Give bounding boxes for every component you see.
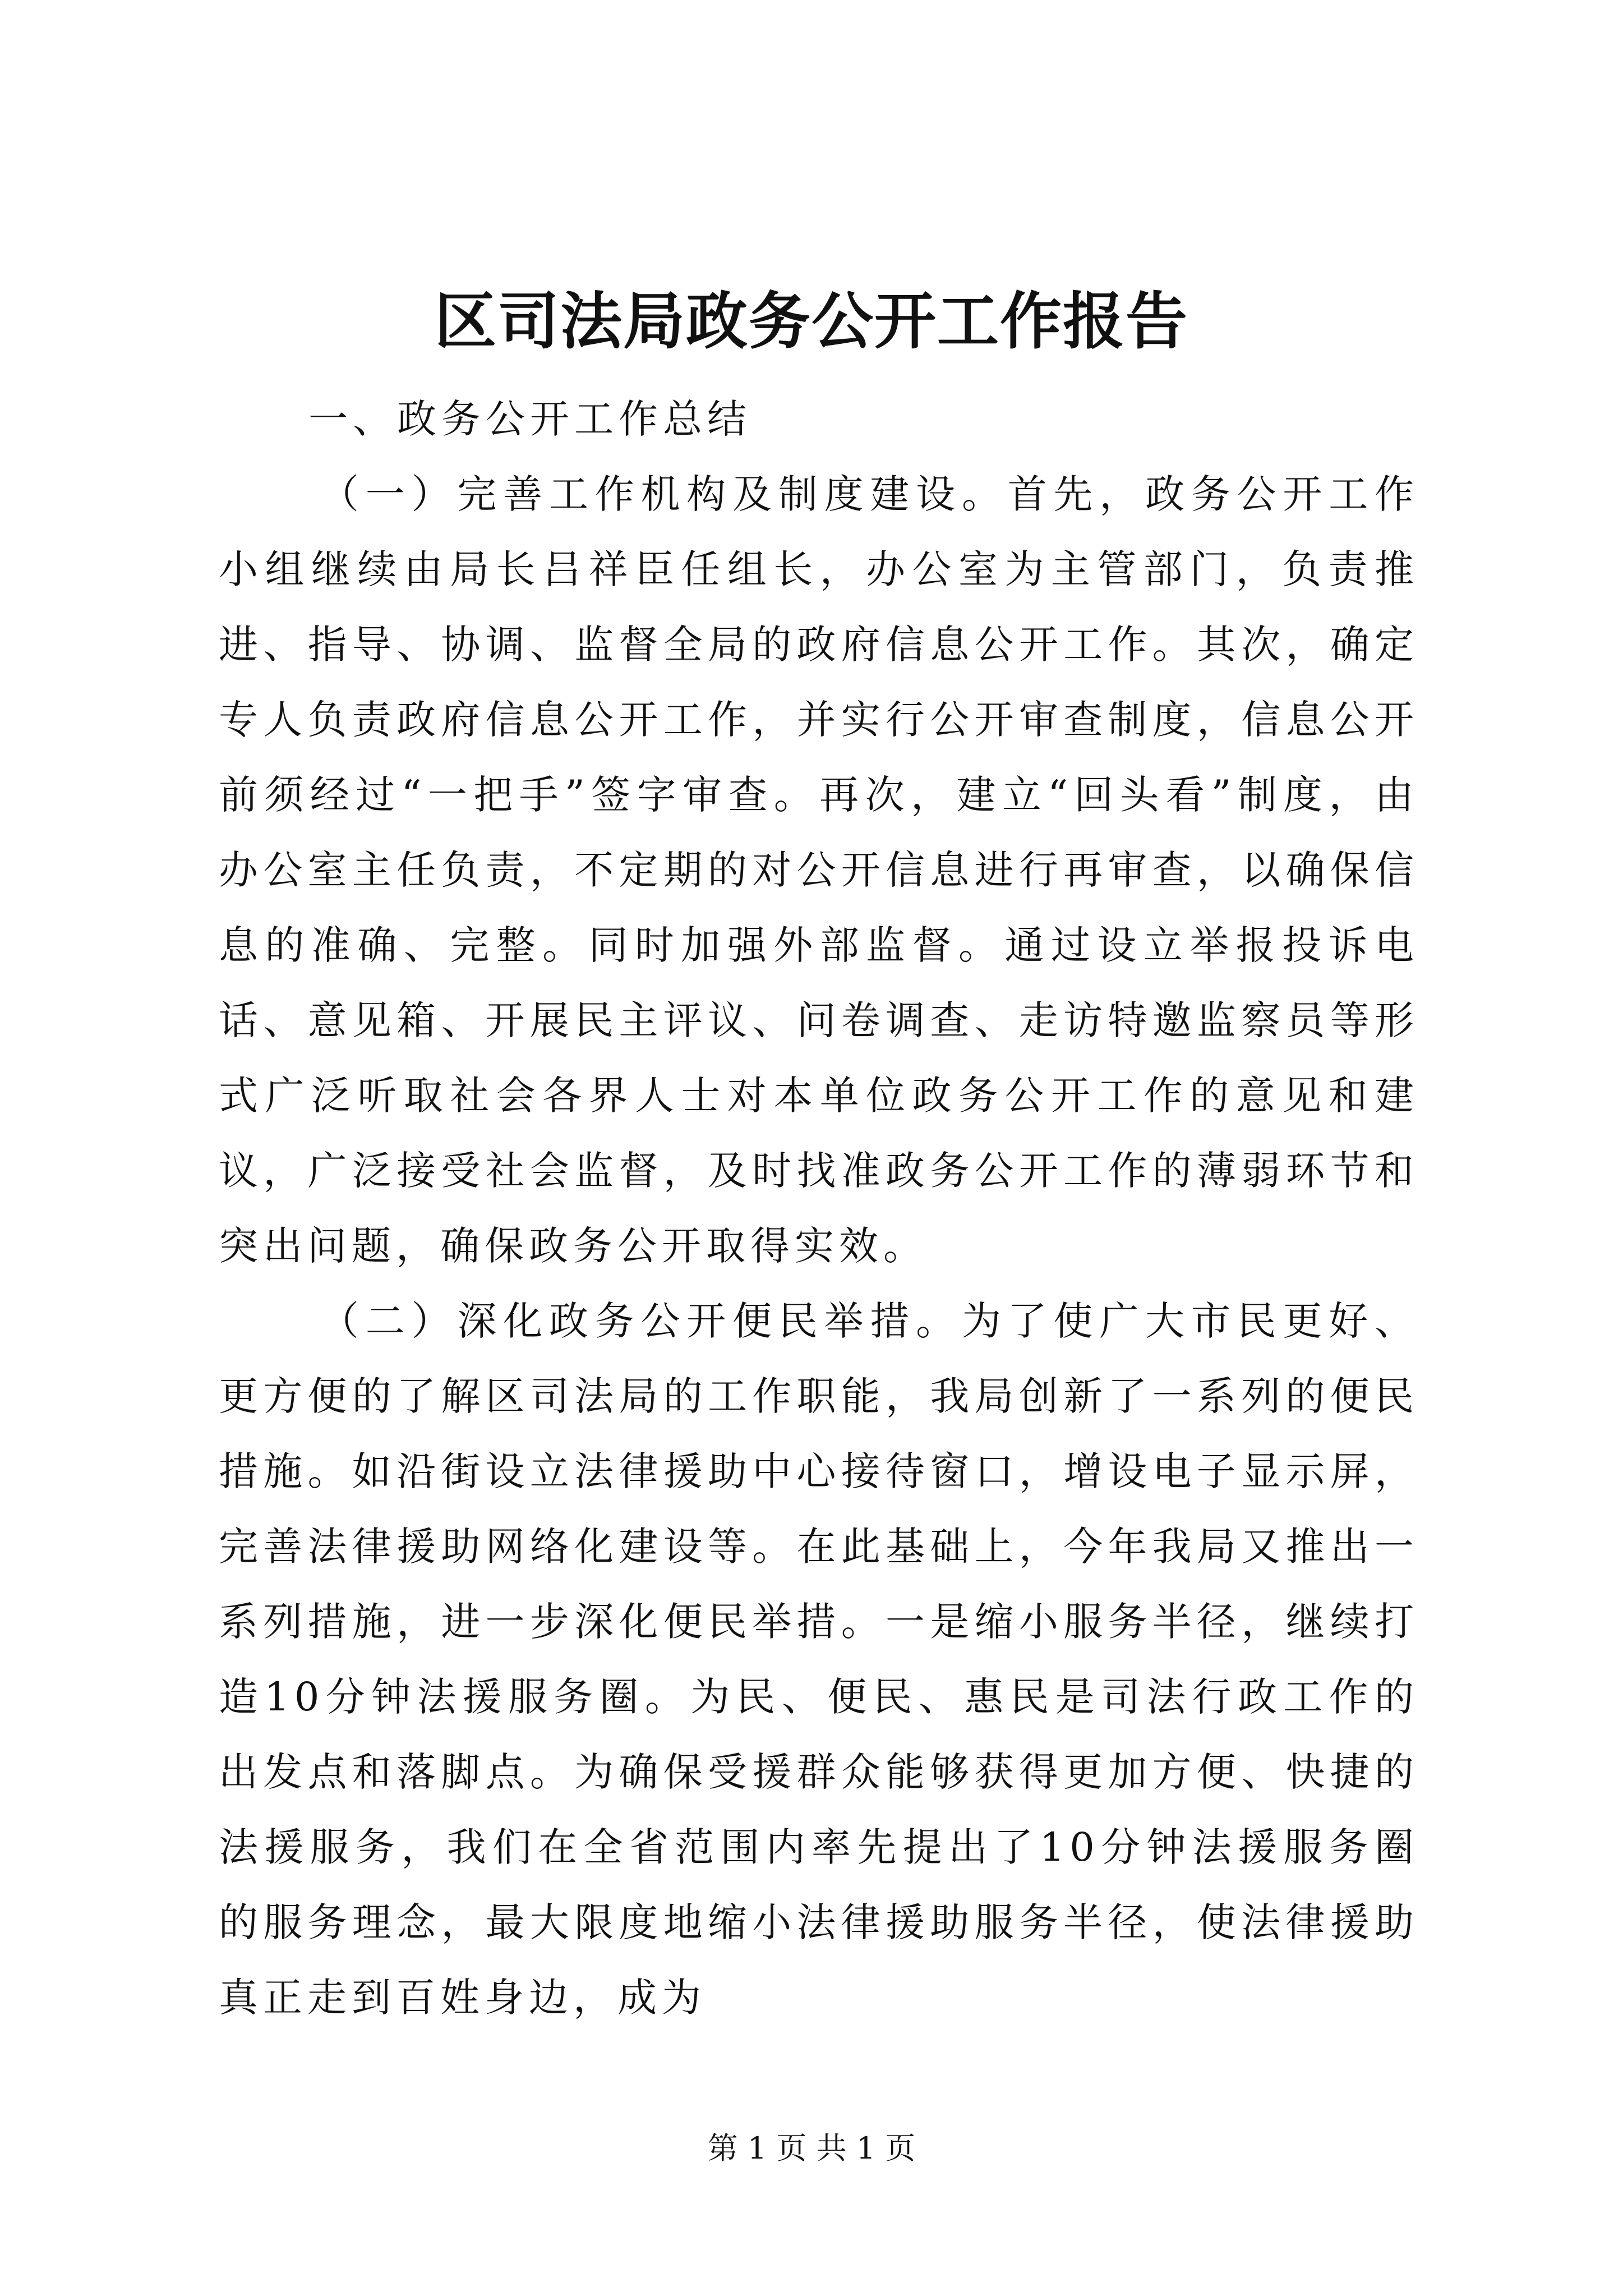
page-footer: 第 1 页 共 1 页 [707,2131,916,2166]
document-body [219,381,1419,2035]
document-title: 区司法局政务公开工作报告 [435,285,1188,357]
paragraph: （一）完善工作机构及制度建设。首先，政务公开工作小组继续由局长吕祥臣任组长，办公室为主管部门，负责推进、指导、协调、监督全局的政府信息公开工作。其次，确定专人负责政府信息公开工作，并实行公开审查制度，信息公开前须经过“一把手”签字审查。再次，建立“回头看”制度，由办公室主任负责，不定期的对公开信息进行再审查，以确保信息的准确、完整。同时加强外部监督。通过设立举报投诉电话、意见箱、开展民主评议、问卷调查、走访特邀监察员等形式广泛听取社会各界人士对本单位政务公开工作的意见和建议，广泛接受社会监督，及时找准政务公开工作的薄弱环节和突出问题，确保政务公开取得实效。 [219,471,1419,1269]
section-heading: 一、政务公开工作总结 [308,396,751,442]
paragraph: （二）深化政务公开便民举措。为了使广大市民更好、更方便的了解区司法局的工作职能，我局创新了一系列的便民措施。如沿街设立法律援助中心接待窗口，增设电子显示屏，完善法律援助网络化建设等。在此基础上，今年我局又推出一系列措施，进一步深化便民举措。一是缩小服务半径，继续打造10分钟法援服务圈。为民、便民、惠民是司法行政工作的出发点和落脚点。为确保受援群众能够获得更加方便、快捷的法援服务，我们在全省范围内率先提出了10分钟法援服务圈的服务理念，最大限度地缩小法律援助服务半径，使法律援助真正走到百姓身边，成为 [219,1298,1419,2021]
